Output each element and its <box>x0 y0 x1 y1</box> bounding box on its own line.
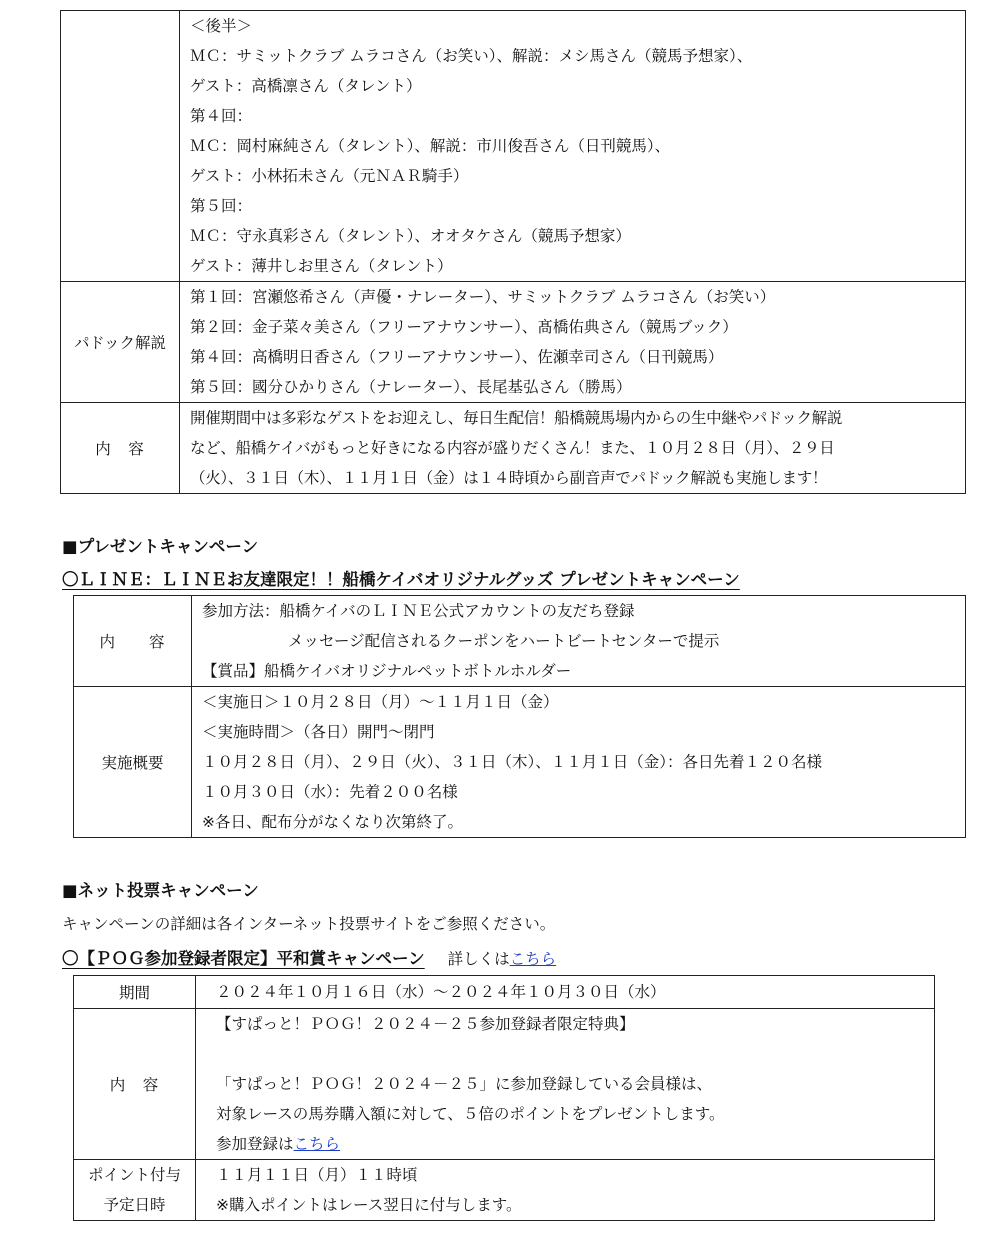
present-summary-row <box>74 687 966 838</box>
net-heading: ■ネット投票キャンペーン <box>62 881 259 900</box>
summary-line: ＜実施時間＞（各日）開門～閉門 <box>202 723 435 741</box>
content-line: （火）、３１日（木）、１１月１日（金）は１４時頃から副音声でパドック解説も実施します！ <box>190 469 828 487</box>
present-line: メッセージ配信されるクーポンをハートビートセンターで提示 <box>288 632 720 650</box>
pog-line: 「すぱっと！ＰＯＧ！２０２４－２５」に参加登録している会員様は、 <box>216 1075 713 1093</box>
paddock-line: 第１回：宮瀬悠希さん（声優・ナレーター）、サミットクラブ ムラコさん（お笑い） <box>190 288 776 306</box>
cast-line: ＭＣ：サミットクラブ ムラコさん（お笑い）、解説：メシ馬さん（競馬予想家）、 <box>190 47 753 65</box>
cast-line: ＭＣ：岡村麻純さん（タレント）、解説：市川俊吾さん（日刊競馬）、 <box>190 137 671 155</box>
cast-line: 第５回： <box>190 197 253 215</box>
net-detail-prefix: 詳しくは <box>447 950 510 968</box>
present-summary-cell <box>192 687 966 838</box>
summary-line: １０月３０日（水）：先着２００名様 <box>202 783 458 801</box>
cast-line: 第４回： <box>190 107 253 125</box>
present-line: 【賞品】船橋ケイバオリジナルペットボトルホルダー <box>202 662 572 680</box>
cast-line: ゲスト：薄井しお里さん（タレント） <box>190 257 453 275</box>
paddock-line: 第２回：金子菜々美さん（フリーアナウンサー）、髙橋佑典さん（競馬ブック） <box>190 318 738 336</box>
present-table <box>73 595 966 838</box>
content-row <box>61 403 966 494</box>
content-cell <box>180 403 966 494</box>
cast-line: ＭＣ：守永真彩さん（タレント）、オオタケさん（競馬予想家） <box>190 227 631 245</box>
pog-line: 【すぱっと！ＰＯＧ！２０２４－２５参加登録者限定特典】 <box>216 1015 635 1033</box>
cast-line: ゲスト：高橋凛さん（タレント） <box>190 77 422 95</box>
point-label-cell <box>74 1160 196 1221</box>
period-label: 期間 <box>74 976 196 1009</box>
present-summary-label: 実施概要 <box>74 687 192 838</box>
pog-content-row <box>74 1009 935 1160</box>
paddock-label: パドック解説 <box>61 282 180 403</box>
present-content-label: 内 容 <box>74 596 192 687</box>
summary-line: ＜実施日＞１０月２８日（月）～１１月１日（金） <box>202 693 559 711</box>
register-line <box>216 1129 934 1159</box>
pog-line: 対象レースの馬券購入額に対して、５倍のポイントをプレゼントします。 <box>216 1105 725 1123</box>
cast-line: ＜後半＞ <box>190 17 253 35</box>
pog-content-label: 内 容 <box>74 1009 196 1160</box>
net-subheading: 〇【ＰＯＧ参加登録者限定】平和賞キャンペーン <box>62 949 425 968</box>
net-intro: キャンペーンの詳細は各インターネット投票サイトをご参照ください。 <box>62 915 556 933</box>
content-line: など、船橋ケイバがもっと好きになる内容が盛りだくさん！また、１０月２８日（月）、２９日 <box>190 439 835 457</box>
content-line: 開催期間中は多彩なゲストをお迎えし、毎日生配信！船橋競馬場内からの生中継やパドック解説 <box>190 409 843 427</box>
pog-content-cell <box>196 1009 935 1160</box>
pog-blank-line <box>216 1039 934 1069</box>
cast-label-cell <box>61 11 180 282</box>
point-label-1: ポイント付与 <box>87 1166 181 1184</box>
paddock-line: 第４回：高橋明日香さん（フリーアナウンサー）、佐瀬幸司さん（日刊競馬） <box>190 348 724 366</box>
point-cell <box>196 1160 935 1221</box>
period-cell <box>196 976 935 1009</box>
net-subheading-row <box>62 945 556 969</box>
register-link[interactable]: こちら <box>293 1135 341 1153</box>
paddock-content-cell <box>180 282 966 403</box>
broadcast-table <box>60 10 966 494</box>
cast-content-cell <box>180 11 966 282</box>
point-line: ※購入ポイントはレース翌日に付与します。 <box>216 1196 522 1214</box>
present-line: 参加方法：船橋ケイバのＬＩＮＥ公式アカウントの友だち登録 <box>202 602 635 620</box>
register-prefix: 参加登録は <box>216 1135 294 1153</box>
net-detail <box>448 950 557 968</box>
point-line: １１月１１日（月）１１時頃 <box>216 1166 418 1184</box>
point-label-2: 予定日時 <box>103 1196 166 1214</box>
summary-line: ※各日、配布分がなくなり次第終了。 <box>202 813 463 831</box>
net-detail-link[interactable]: こちら <box>509 950 557 968</box>
pog-table <box>73 975 935 1221</box>
paddock-line: 第５回：國分ひかりさん（ナレーター）、長尾基弘さん（勝馬） <box>190 378 632 396</box>
cast-row <box>61 11 966 282</box>
present-content-row <box>74 596 966 687</box>
paddock-row <box>61 282 966 403</box>
point-row <box>74 1160 935 1221</box>
period-value: ２０２４年１０月１６日（水）～２０２４年１０月３０日（水） <box>216 983 666 1001</box>
period-row <box>74 976 935 1009</box>
content-label: 内 容 <box>61 403 180 494</box>
cast-line: ゲスト：小林拓未さん（元ＮＡＲ騎手） <box>190 167 469 185</box>
summary-line: １０月２８日（月）、２９日（火）、３１日（木）、１１月１日（金）：各日先着１２０名様 <box>202 753 823 771</box>
present-content-cell <box>192 596 966 687</box>
present-subheading: 〇ＬＩＮＥ：ＬＩＮＥお友達限定！！船橋ケイバオリジナルグッズ プレゼントキャンペーン <box>62 570 740 589</box>
present-heading: ■プレゼントキャンペーン <box>62 537 259 556</box>
